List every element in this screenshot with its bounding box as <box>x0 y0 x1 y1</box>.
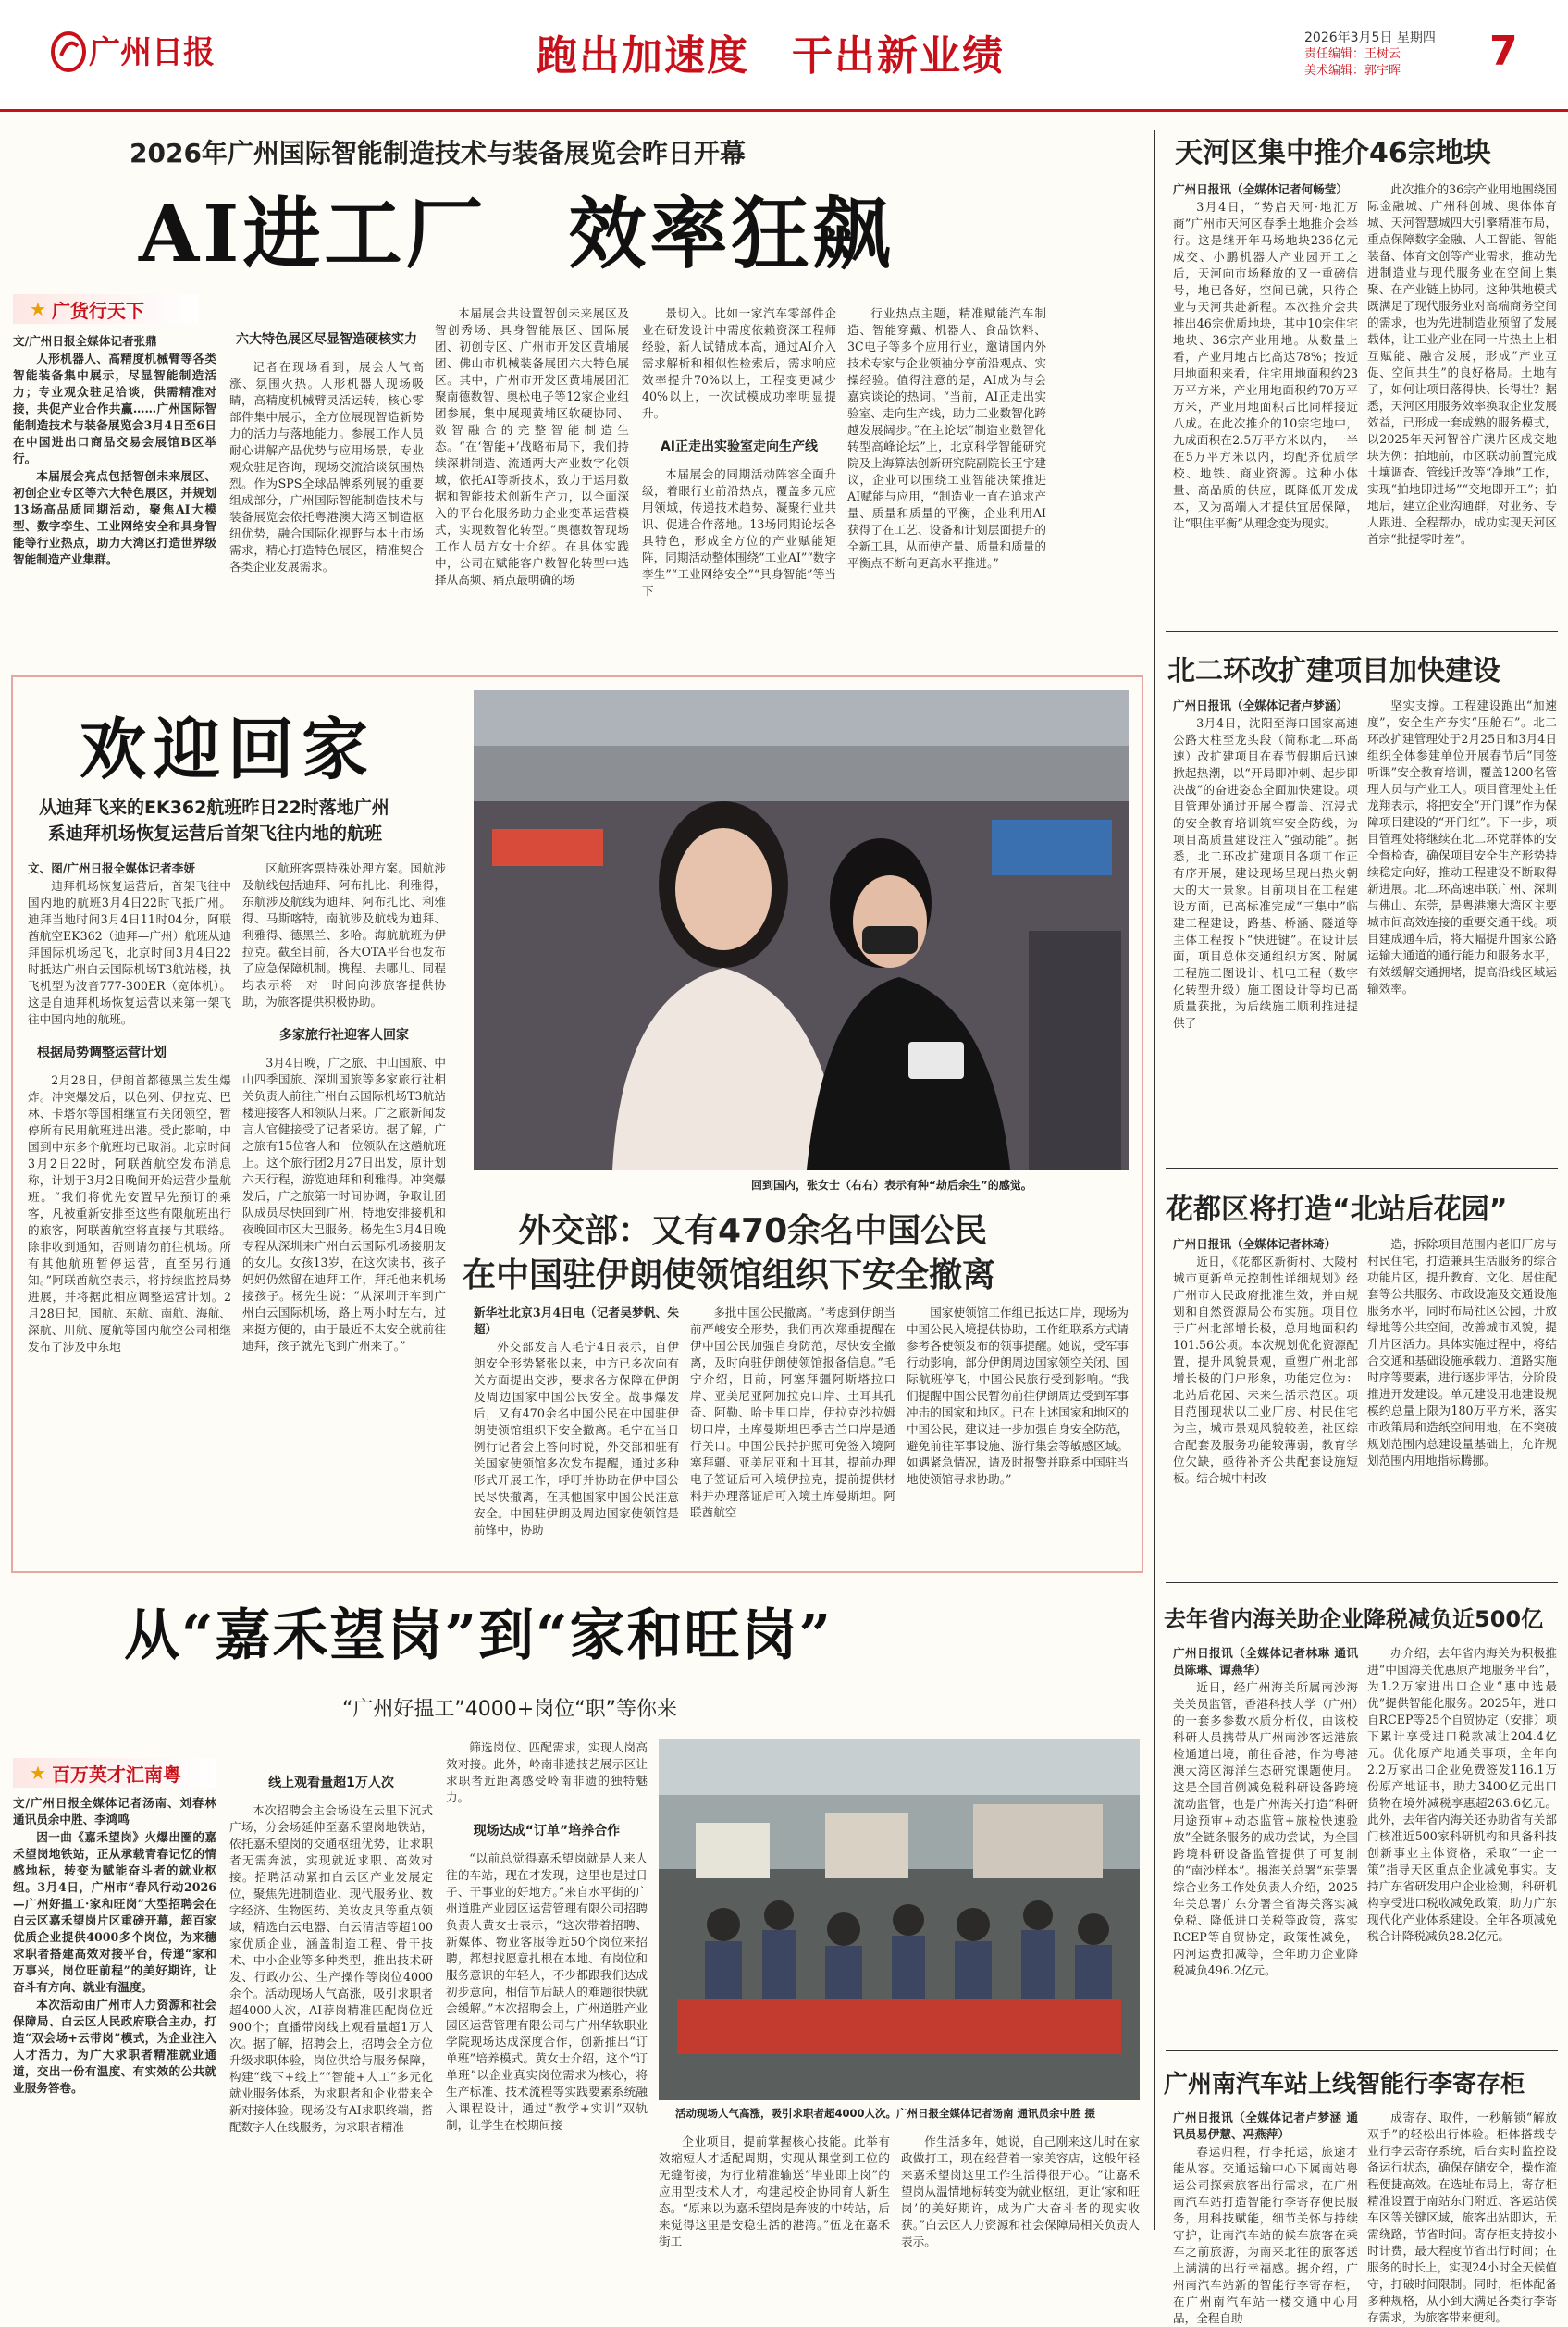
airport-arrival-photo <box>474 690 1129 1170</box>
ai-column-2: 六大特色展区尽显智造硬核实力 记者在现场看到，展会人气高涨、氛围火热。人形机器人现场吸睛，高精度机械臂灵活运转，核心零部件集中展示，全方位展现智造新势力的活力与落地能力。参展工作人员耐心讲解产品优势与应用场景，专业观众驻足咨询，现场交流洽谈氛围热烈。作为SPS全球品牌系列展的重要组成部分，广州国际智能制造技术与装备展览会依托粤港澳大湾区制造枢纽优势，融合国际化视野与本土市场需求，精心打造特色展区，精准契合各类企业发展需求。 <box>229 332 424 574</box>
header-rule <box>0 109 1568 112</box>
story-divider <box>1166 1168 1558 1169</box>
jiahe-column-4: 企业项目，提前掌握核心技能。此举有效缩短人才适配周期，实现从课堂到工位的无缝衔接，为行业精准输送“毕业即上岗”的应用型技术人才，构建起校企协同育人新生态。“原来以为嘉禾望岗是奔波的中转站，后来觉得这里是安稳生活的港湾。”伍龙在嘉禾街工 <box>659 2135 890 2248</box>
ai-column-5: 行业热点主题，精准赋能汽车制造、智能穿戴、机器人、食品饮料、3C电子等多个应用行业，邀请国内外技术专家与企业领袖分享前沿观点、实操经验。值得注意的是，AI成为与会嘉宾谈论的热词。“当前，AI正走出实验室、走向生产线，助力工业数智化跨越发展阔步。”在主论坛“制造业数智化转型高峰论坛”上，北京科学智能研究院及上海算法创新研究院副院长王宇建议，企业可以围绕工业智能决策推进AI赋能与应用，“制造业一直在追求产量、质量和质量的平衡，企业利用AI获得了在工艺、设备和计划层面提升的全新工具，从而使产量、质量和质量的平衡点不断向更高水平推进。” <box>847 306 1046 570</box>
ai-lead-column: 文/广州日报全媒体记者张鼎 人形机器人、高精度机械臂等各类智能装备集中展示，尽显智能制造活力；专业观众驻足洽谈，供需精准对接，共促产业合作共赢……广州国际智能制造技术与装备展览会3月4日至6日在中国进出口商品交易会展馆B区举行。 本届展会亮点包括智创未来展区、初创企业专区等六大特色展区，并规划13场高品质同期活动，聚焦AI大模型、数字孪生、工业网络安全和具身智能等行业热点，助力大湾区打造世界级智能制造产业集群。 <box>13 334 216 566</box>
huadu-column-2: 造，拆除项目范围内老旧厂房与村民住宅，打造兼具生活服务的综合功能片区，提升教育、文化、居住配套等公共服务、市政设施及交通设施服务水平，同时布局社区公园，开放绿地等公共空间，改善城市风貌，提升片区活力。具体实施过程中，将结合交通和基础设施承载力、道路实施时序等要素，进行逐步评估，分阶段推进开发建设。单元建设用地建设规模约总量上限为180万平方米，落实市政策局和造纸空间用地，在不突破规划范围内总建设量基础上，允许规划范围内用地指标腾挪。 <box>1367 1237 1557 1467</box>
masthead <box>0 0 1568 111</box>
job-fair-photo-caption: 活动现场人气高涨，吸引求职者超4000人次。广州日报全媒体记者汤南 通讯员余中胜 摄 <box>675 2107 1096 2120</box>
jiahe-subtitle: “广州好揾工”4000+岗位“职”等你来 <box>342 1698 678 1721</box>
tianhe-column-2: 此次推介的36宗产业用地围绕国际金融城、广州科创城、奥体体育城、天河智慧城四大引擎精准布局，重点保障数字金融、人工智能、智能装备、体育文创等产业需求，推动先进制造业与现代服务业在空间上集聚、在产业链上协同。这种供地模式既满足了现代服务业对高端商务空间的需求，也为先进制造业预留了发展载体，让工业产业在同一片热土上相互赋能、融合发展，形成“产业互促、空间共生”的良好格局。土地有了，如何让项目落得快、长得壮？据悉，天河区用服务效率换取企业发展效益，已形成一套成熟的服务模式，以2025年天河智谷广澳片区成交地块为例：拍地前，市区联动前置完成土壤调查、管线迁改等“净地”工作，实现“拍地即进场”“交地即开工”；拍地后，建立企业沟通群，对业务、专人跟进、全程帮办，成功实现天河区首宗“批提零时差”。 <box>1367 182 1557 546</box>
column-divider <box>1154 130 1155 2230</box>
page-slogan: 跑出加速度 干出新业绩 <box>537 32 1005 80</box>
editor-credits: 责任编辑：王树云 美术编辑：郭宇晖 <box>1304 47 1401 78</box>
airport-photo-illustration <box>474 690 1129 1170</box>
jiahe-headline: 从“嘉禾望岗”到“家和旺岗” <box>124 1603 833 1668</box>
welcome-subtitle-2: 系迪拜机场恢复运营后首架飞往内地的航班 <box>48 823 383 844</box>
guangzhou-daily-logo <box>48 19 238 83</box>
nanqi-column-2: 成寄存、取件，一秒解锁“解放双手”的轻松出行体验。柜体搭载专业行李云寄存系统，后台实时监控设备运行状态，确保存储安全，操作流程便捷高效。在选址布局上，寄存柜精准设置于南站东门附近、客运站候车区等关键区域，旅客出站即达，无需绕路，节省时间。寄存柜支持按小时计费，最大程度节省出行时间；在服务的时长上，实现24小时全天候值守，打破时间限制。同时，柜体配备多种规格，从小到大满足各类行李寄存需求，为旅客带来便利。 <box>1367 2110 1557 2324</box>
sparkle-icon: ★ <box>30 298 46 320</box>
story-divider <box>1166 1582 1558 1583</box>
job-fair-photo <box>659 1739 1140 2100</box>
ai-column-3: 本届展会共设置智创未来展区及智创秀场、具身智能展区、国际展团、初创专区、广州市开发区黄埔展团、佛山市机械装备展团六大特色展区。其中，广州市开发区黄埔展团汇聚南德数智、奥松电子等12家企业组团参展，集中展现黄埔区软硬协同、数智融合的完整智能制造生态。“在‘智能+’战略布局下，我们持续深耕制造、流通两大产业数字化领域，依托AI等新技术，致力于运用数据和智能技术创新生产力，以全面深入的平台化服务助力企业变革运营模式，实现数智化转型。”奥德数智现场工作人员方女士介绍。在具体实践中，公司在赋能客户数智化转型中选择从高频、痛点最明确的场 <box>435 306 629 587</box>
haiguan-column-2: 办介绍，去年省内海关为积极推进“中国海关优惠原产地服务平台”，为1.2万家进出口企业“惠中选最优”提供智能化服务。2025年，进口自RCEP等25个自贸协定（安排）项下累计享受进口税款减让204.4亿元。优化原产地通关事项，全年向2.2万家出口企业免费签发116.1万份原产地证书，助力3400亿元出口货物在境外减税享惠超263.6亿元。此外，去年省内海关还协助省有关部门核准近500家科研机构和具备科技创新事业主体资格，采取“一企一策”指导天区重点企业减免事实。支持广东省研发用户企业检测，科研机构享受进口税收减免政策，助力广东现代化产业体系建设。全年各项减免税合计降税减负28.2亿元。 <box>1367 1646 1557 1943</box>
sparkle-icon: ★ <box>30 1762 46 1784</box>
jiahe-column-3: 筛选岗位、匹配需求，实现人岗高效对接。此外，岭南非遗技艺展示区让求职者近距离感受岭南非遗的独特魅力。 现场达成“订单”培养合作 “以前总觉得嘉禾望岗就是人来人往的车站，现在才发现，这里也是过日子、干事业的好地方。”来自水平街的广州道胜产业园区运营管理有限公司招聘负责人黄女士表示，“这次带着招聘、新媒体、物业客服等近50个岗位来招聘，都想找愿意扎根在本地、有岗位和服务意识的年轻人，不少都跟我们达成初步意向，相信节后缺人的难题很快就会缓解。”本次招聘会上，广州道胜产业园区运营管理有限公司与广州华软职业学院现场达成深度合作，创新推出“订单班”培养模式。黄女士介绍，这个“订单班”以企业真实岗位需求为核心，将生产标准、技术流程等实践要素系统融入课程设计，通过“教学+实训”双轨制，让学生在校期间接 <box>446 1740 648 2132</box>
jiahe-column-2: 线上观看量超1万人次 本次招聘会主会场设在云里下沉式广场，分会场延伸至嘉禾望岗地铁站，依托嘉禾望岗的交通枢纽优势，让求职者无需奔波，实现就近求职、高效对接。招聘活动紧扣白云区产业发展定位，聚焦先进制造业、现代服务业、数字经济、生物医药、美妆皮具等重点领域，精选白云电器、白云清洁等超100家优质企业，涵盖制造工程、骨干技术、中小企业等多种类型，推出技术研发、行政办公、生产操作等岗位4000余个。活动现场人气高涨，吸引求职者超4000人次，AI荐岗精准匹配岗位近900个；直播带岗线上观看量超1万人次。据了解，招聘会上，招聘会全方位升级求职体验，岗位供给与服务保障，构建“线下+线上”“智能+人工”多元化就业服务体系，为求职者和企业带来全新对接体验。现场设有AI求职终端，搭配数字人在线服务，为求职者精准 <box>229 1776 433 2134</box>
story-divider <box>1166 631 1558 632</box>
ai-headline: AI进工厂 效率狂飙 <box>139 188 895 279</box>
jiahe-column-tag: ★ 百万英才汇南粤 <box>13 1758 216 1788</box>
issue-date: 2026年3月5日 星期四 <box>1304 31 1436 45</box>
job-fair-illustration <box>659 1739 1140 2100</box>
waijiao-column-2: 多批中国公民撤离。“考虑到伊朗当前严峻安全形势，我们再次郑重提醒在伊中国公民加强自身防范，尽快安全撤离，及时向驻伊朗使领馆报备信息。”毛宁介绍，目前，阿塞拜疆阿斯塔拉口岸、亚美尼亚阿加拉克口岸、土耳其孔奇、阿勒、哈卡里口岸，伊拉克沙拉姆切口岸，土库曼斯坦巴季吉兰口岸是通行关口。中国公民持护照可免签入境阿塞拜疆、亚美尼亚和土耳其，提前办理电子签证后可入境伊拉克，提前提供材料并办理落证后可入境土库曼斯坦。阿联酋航空 <box>690 1306 895 1519</box>
welcome-headline: 欢迎回家 <box>80 710 377 788</box>
beierhuan-column-1: 广州日报讯（全媒体记者卢梦涵） 3月4日，沈阳至海口国家高速公路大柱至龙头段（简称北二环高速）改扩建项目在春节假期后迅速掀起热潮，以“开局即冲刺、起步即决战”的奋进姿态全面加快建设。项目管理处通过开展全覆盖、沉浸式的安全教育培训筑牢安全防线，为项目高质量建设注入“强动能”。据悉，北二环改扩建项目各项工作正有序开展，建设现场呈现出热火朝天的大干景象。目前项目在工程建设方面，已高标准完成“三集中”临建工程建设，路基、桥涵、隧道等主体工程按下“快进键”。在设计层面，项目总体交通组织方案、附属工程施工图设计、机电工程（数字化转型升级）施工图设计等均已高质量获批，为后续施工顺利推进提供了 <box>1173 699 1358 1030</box>
beierhuan-headline: 北二环改扩建项目加快建设 <box>1167 655 1500 687</box>
ai-column-tag: ★ 广货行天下 <box>13 294 198 324</box>
svg-text:广州日报: 广州日报 <box>89 34 215 71</box>
haiguan-column-1: 广州日报讯（全媒体记者林琳 通讯员陈琳、谭燕华） 近日，经广州海关所属南沙海关关员监管，香港科技大学（广州）的一套多参数水质分析仪，由该校科研人员携带从广州南沙客运港旅检通道出境，前往香港，作为粤港澳大湾区海洋生态研究课题使用。这是全国首例减免税科研设备跨境流动监管，也是广州海关打造“科研用途预审+动态监管+旅检快速验放”全链条服务的成功尝试，为全国跨境科研设备监管提供了可复制的“南沙样本”。揭海关总署“东莞署综合业务工作处负责人介绍，2025年关总署广东分署全省海关落实减免税、降低进口关税等政策，落实RCEP等自贸协定，政策性减免，内河运费扣减等，全年助力企业降税减负496.2亿元。 <box>1173 1646 1358 1977</box>
waijiao-column-3: 国家使领馆工作组已抵达口岸，现场为中国公民入境提供协助，工作组联系方式请参考各使领发布的领事提醒。她说，受军事行动影响，部分伊朗周边国家领空关闭、国际航班停飞，中国公民旅行受到影响。“我们提醒中国公民暂勿前往伊朗周边受到军事冲击的国家和地区。已在上述国家和地区的中国公民，建议进一步加强自身安全防范，避免前往军事设施、游行集会等敏感区域。如遇紧急情况，请及时报警并联系中国驻当地使领馆寻求协助。” <box>907 1306 1129 1486</box>
nanqi-column-1: 广州日报讯（全媒体记者卢梦涵 通讯员易伊慧、冯燕萍） 春运归程，行李托运，旅途才能从容。交通运输中心下属南站粤运公司探索旅客出行需求，在广州南汽车站打造智能行李寄存便民服务，用科技赋能，细节关怀与持续守护，让南汽车站的候车旅客在乘车之前旅游，为南来北往的旅客送上满满的出行幸福感。据介绍，广州南汽车站新的智能行李寄存柜，在广州南汽车站一楼交通中心用品，全程自助 <box>1173 2110 1358 2325</box>
page-number: 7 <box>1489 28 1518 75</box>
waijiao-headline-1: 外交部：又有470余名中国公民 <box>518 1212 988 1250</box>
jiahe-lead-column: 文/广州日报全媒体记者汤南、刘春林 通讯员余中胜、李鸿鸣 因一曲《嘉禾望岗》火爆出圈的嘉禾望岗地铁站，正从承载青春记忆的情感地标，转变为赋能奋斗者的就业枢纽。3月4日，广州市“春风行动2026—广州好揾工·家和旺岗”大型招聘会在白云区嘉禾望岗片区重磅开幕，超百家优质企业提供4000多个岗位，为来穗求职者搭建高效对接平台，传递“家和万事兴，岗位旺前程”的美好期许，让奋斗有方向、就业有温度。 本次活动由广州市人力资源和社会保障局、白云区人民政府联合主办，打造“双会场+云带岗”模式，为企业注入人才活力，为广大求职者精准就业通道，交出一份有温度、有实效的公共就业服务答卷。 <box>13 1796 216 2095</box>
huadu-headline: 花都区将打造“北站后花园” <box>1166 1194 1508 1226</box>
welcome-subtitle-1: 从迪拜飞来的EK362航班昨日22时落地广州 <box>39 798 389 818</box>
waijiao-column-1: 新华社北京3月4日电（记者吴梦帆、朱超） 外交部发言人毛宁4日表示，自伊朗安全形势紧张以来，中方已多次向有关方面提出交涉，要求各方保障在伊朗及周边国家中国公民安全。战事爆发后，又有470余名中国公民在中国驻伊朗使领馆组织下安全撤离。毛宁在当日例行记者会上答问时说，外交部和驻有关国家使领馆多次发布提醒，通过多种形式开展工作，呼吁并协助在伊中国公民尽快撤离，在其他国家中国公民注意安全。中国驻伊朗及周边国家使领馆是前锋中，协助 <box>474 1306 679 1537</box>
welcome-photo-caption: 回到国内，张女士（右右）表示有种“劫后余生”的感觉。 <box>751 1179 1032 1192</box>
tianhe-column-1: 广州日报讯（全媒体记者何畅莹） 3月4日，“势启天河·地汇万商”广州市天河区春季土地推介会举行。这是继开年马场地块236亿元成交、小鹏机器人产业园开工之后，天河向市场释放的又一重磅信号，地已备好，空间已就，只待企业与天河共赴新程。本次推介会共推出46宗优质地块，其中10宗住宅地块、36宗产业用地。从数量上看，产业用地占比高达78%；按近用地面积来看，住宅用地面积约23万平方米，产业用地面积约70万平方米，产业用地面积占比同样接近八成。在此次推介的10宗宅地中，九成面积在2.5万平方米以内，一半在5万平方米以内，均配齐优质学校、地铁、商业资源。这种小体量、高品质的供应，既降低开发成本，又为高端人才提供宜居保障，让“职住平衡”从理念变为现实。 <box>1173 182 1358 530</box>
waijiao-headline-2: 在中国驻伊朗使领馆组织下安全撤离 <box>463 1256 996 1294</box>
ai-kicker: 2026年广州国际智能制造技术与装备展览会昨日开幕 <box>130 138 746 168</box>
nanqi-headline: 广州南汽车站上线智能行李寄存柜 <box>1164 2071 1525 2098</box>
beierhuan-column-2: 坚实支撑。工程建设跑出“加速度”，安全生产夯实“压舱石”。北二环改扩建管理处于2月25日和3月4日组织全体参建单位开展春节后“同签听课”安全教育培训，覆盖1200名管理人员与产业工人。项目管理处主任龙翔表示，将把安全“开门课”作为保障项目建设的“开门红”。下一步，项目管理处将继续在北二环党群体的安全督检查，确保项目安全生产形势持续稳定向好，推动工程建设不断取得新进展。北二环高速串联广州、深圳与佛山、东莞，是粤港澳大湾区主要城市间高效连接的重要交通干线。项目建成通车后，将大幅提升国家公路运输大通道的通行能力和服务水平，有效缓解交通拥堵，提高沿线区域运输效率。 <box>1367 699 1557 996</box>
huadu-column-1: 广州日报讯（全媒体记者林琦） 近日，《花都区新街村、大陵村城市更新单元控制性详细规划》经广州市人民政府批准生效，并由规划和自然资源局公布实施。项目位于广州北部增长极，总用地面积约101.56公顷。本次规划优化资源配置，提升风貌景观，重塑广州北部增长极的门户形象，功能定位为：北站后花园、未来生活示范区。项目范围现状以工业厂房、村民住宅为主，城市景观风貌较差，社区综合配套及服务功能较薄弱，教育学位欠缺，亟待补齐公共配套设施短板。结合城中村改 <box>1173 1237 1358 1485</box>
story-divider <box>1166 2050 1558 2051</box>
ai-column-4: 景切入。比如一家汽车零部件企业在研发设计中需度依赖资深工程师经验，新人试错成本高，通过AI介入需求解析和相似性检索后，需求响应效率提升70%以上，工程变更减少40%以上，一次试模成功率明显提升。 AI正走出实验室走向生产线 本届展会的同期活动阵容全面升级，着眼行业前沿热点，覆盖多元应用领域，传递技术趋势、凝聚行业共识、促进合作落地。13场同期论坛各具特色，形成全方位的产业赋能矩阵，同期活动整体围绕“工业AI”“数字孪生”“工业网络安全”“具身智能”等当下 <box>642 306 836 598</box>
welcome-column-1: 文、图/广州日报全媒体记者李妍 迪拜机场恢复运营后，首架飞往中国内地的航班3月4日22时飞抵广州。迪拜当地时间3月4日11时04分，阿联酋航空EK362（迪拜—广州）航班从迪拜国际机场起飞，北京时间3月4日22时抵达广州白云国际机场T3航站楼，执飞机型为波音777-300ER（宽体机）。这是自迪拜机场恢复运营以来第一架飞往中国内地的航班。 根据局势调整运营计划 2月28日，伊朗首都德黑兰发生爆炸。冲突爆发后，以色列、伊拉克、巴林、卡塔尔等国相继宣布关闭领空，暂停所有民用航班进出港。受此影响，中国到中东多个航班均已取消。北京时间3月2日22时，阿联酋航空发布消息称，计划于3月2日晚间开始运营少量航班。“我们将优先安置早先预订的乘客，凡被重新安排至这些有限航班出行的旅客，阿联酋航空将直接与其联络。除非收到通知，否则请勿前往机场。所有其他航班暂停运营，直至另行通知。”阿联酋航空表示，将持续监控局势进展，并将据此相应调整运营计划。2月28日起，国航、东航、南航、海航、深航、川航、厦航等国内航空公司相继发布了涉及中东地 <box>28 861 231 1354</box>
tianhe-headline: 天河区集中推介46宗地块 <box>1175 137 1491 169</box>
welcome-column-2: 区航班客票特殊处理方案。国航涉及航线包括迪拜、阿布扎比、利雅得，东航涉及航线为迪拜、阿布扎比、利雅得、马斯喀特，南航涉及航线为迪拜、利雅得、德黑兰、多哈。海航航班为伊拉克。截至目前，各大OTA平台也发布了应急保障机制。携程、去哪儿、同程均表示将一对一时间向涉旅客提供协助，为旅客提供积极协助。 多家旅行社迎客人回家 3月4日晚，广之旅、中山国旅、中山四季国旅、深圳国旅等多家旅行社相关负责人前往广州白云国际机场T3航站楼迎接客人和领队归来。广之旅新闻发言人官健接受了记者采访。据了解，广之旅有15位客人和一位领队在这趟航班上。这个旅行团2月27日出发，原计划六天行程，游览迪拜和利雅得。冲突爆发后，广之旅第一时间协调，争取让团队成员尽快回到广州，特地安排接机和夜晚回市区大巴服务。杨先生3月4日晚专程从深圳来广州白云国际机场接朋友的女儿。女孩13岁，在这次读书，孩子妈妈仍然留在迪拜工作，拜托他来机场接孩子。杨先生说：“从深圳开车到广州白云国际机场，路上两小时左右，过来挺方便的，由于最近不太安全就前往迪拜，孩子就先飞到广州来了。” <box>242 861 446 1353</box>
jiahe-column-5: 作生活多年，她说，自己刚来这儿时在家政做打工，现在经营着一家美容店，这般年轻来嘉禾望岗这里工作生活得很开心。“让嘉禾望岗从温情地标转变为就业枢纽，更让‘家和旺岗’的美好期许，成为广大奋斗者的现实收获。”白云区人力资源和社会保障局相关负责人表示。 <box>901 2135 1140 2248</box>
haiguan-headline: 去年省内海关助企业降税减负近500亿 <box>1164 1606 1544 1632</box>
